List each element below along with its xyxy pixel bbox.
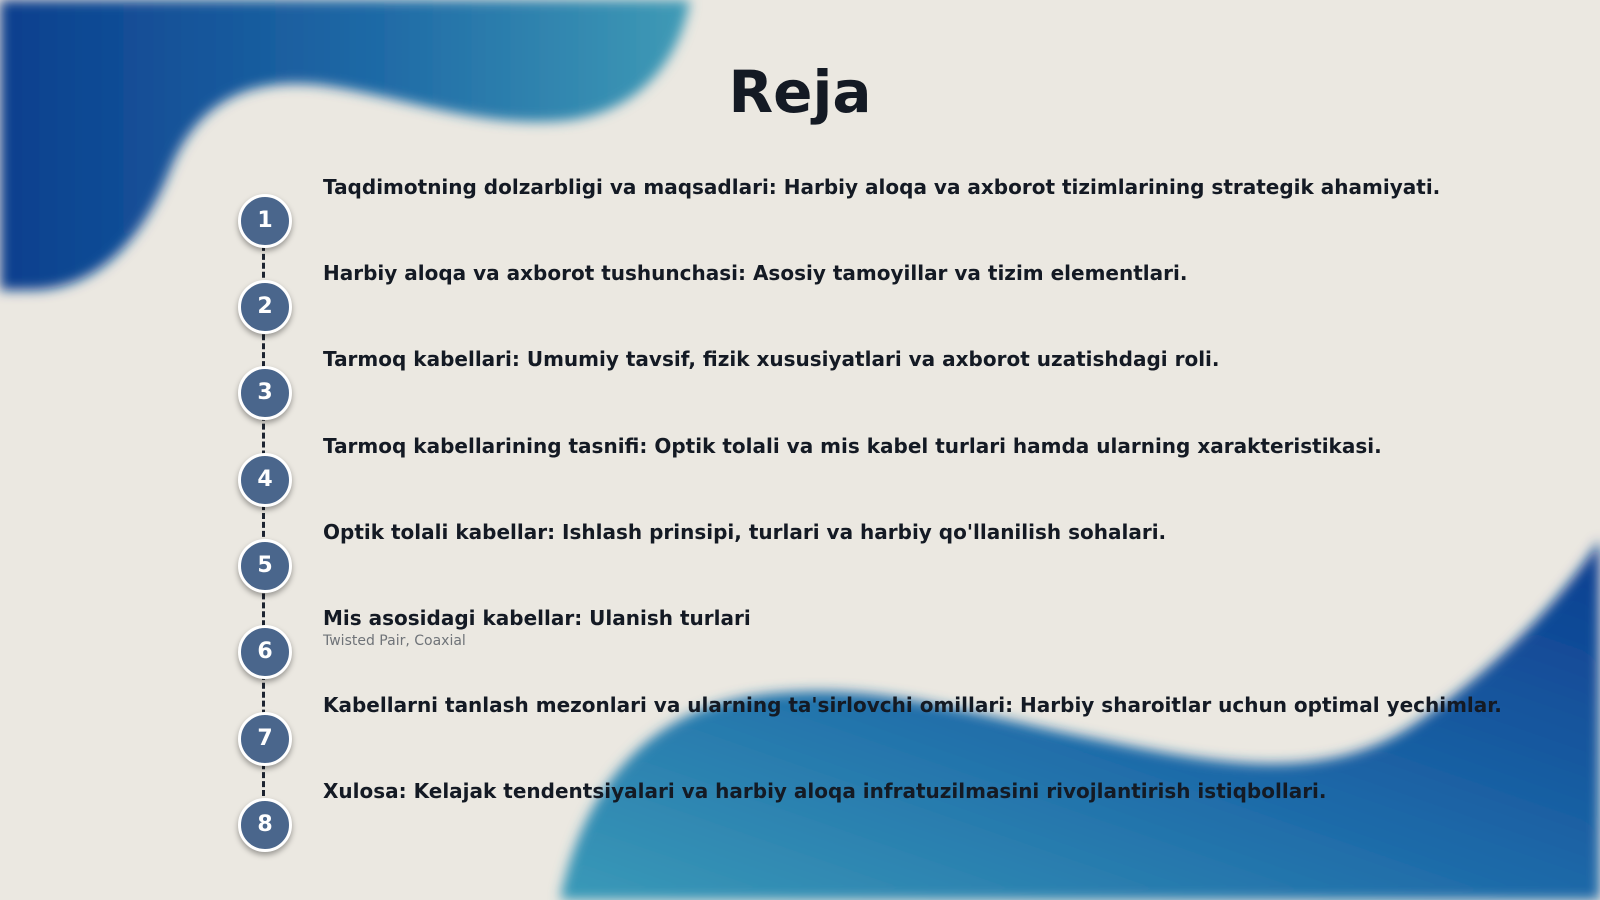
item-number-badge: 6 — [238, 625, 292, 679]
list-item — [0, 347, 1600, 436]
item-text: Kabellarni tanlash mezonlari va ularning ta'sirlovchi omillari: Harbiy sharoitlar uchun optimal yechimlar. — [323, 693, 1502, 717]
item-subtext: Twisted Pair, Coaxial — [323, 633, 466, 649]
item-number-badge: 4 — [238, 453, 292, 507]
list-item — [0, 779, 1600, 868]
list-item — [0, 693, 1600, 782]
item-number-badge: 3 — [238, 366, 292, 420]
item-number-badge: 1 — [238, 194, 292, 248]
list-item — [0, 520, 1600, 609]
item-number-badge: 5 — [238, 539, 292, 593]
list-item — [0, 434, 1600, 523]
item-text: Mis asosidagi kabellar: Ulanish turlari — [323, 606, 751, 630]
item-text: Optik tolali kabellar: Ishlash prinsipi, turlari va harbiy qo'llanilish sohalari. — [323, 520, 1167, 544]
list-item — [0, 261, 1600, 350]
item-number-badge: 2 — [238, 280, 292, 334]
item-number-badge: 7 — [238, 712, 292, 766]
item-text: Harbiy aloqa va axborot tushunchasi: Asosiy tamoyillar va tizim elementlari. — [323, 261, 1188, 285]
list-item — [0, 606, 1600, 695]
item-text: Xulosa: Kelajak tendentsiyalari va harbiy aloqa infratuzilmasini rivojlantirish istiqbollari. — [323, 779, 1327, 803]
page-title: Reja — [728, 58, 872, 126]
item-text: Taqdimotning dolzarbligi va maqsadlari: Harbiy aloqa va axborot tizimlarining strategik ahamiyati. — [323, 175, 1441, 199]
list-item — [0, 175, 1600, 264]
item-text: Tarmoq kabellari: Umumiy tavsif, fizik xususiyatlari va axborot uzatishdagi roli. — [323, 347, 1220, 371]
item-text: Tarmoq kabellarining tasnifi: Optik tolali va mis kabel turlari hamda ularning xarakteristikasi. — [323, 434, 1382, 458]
item-number-badge: 8 — [238, 798, 292, 852]
